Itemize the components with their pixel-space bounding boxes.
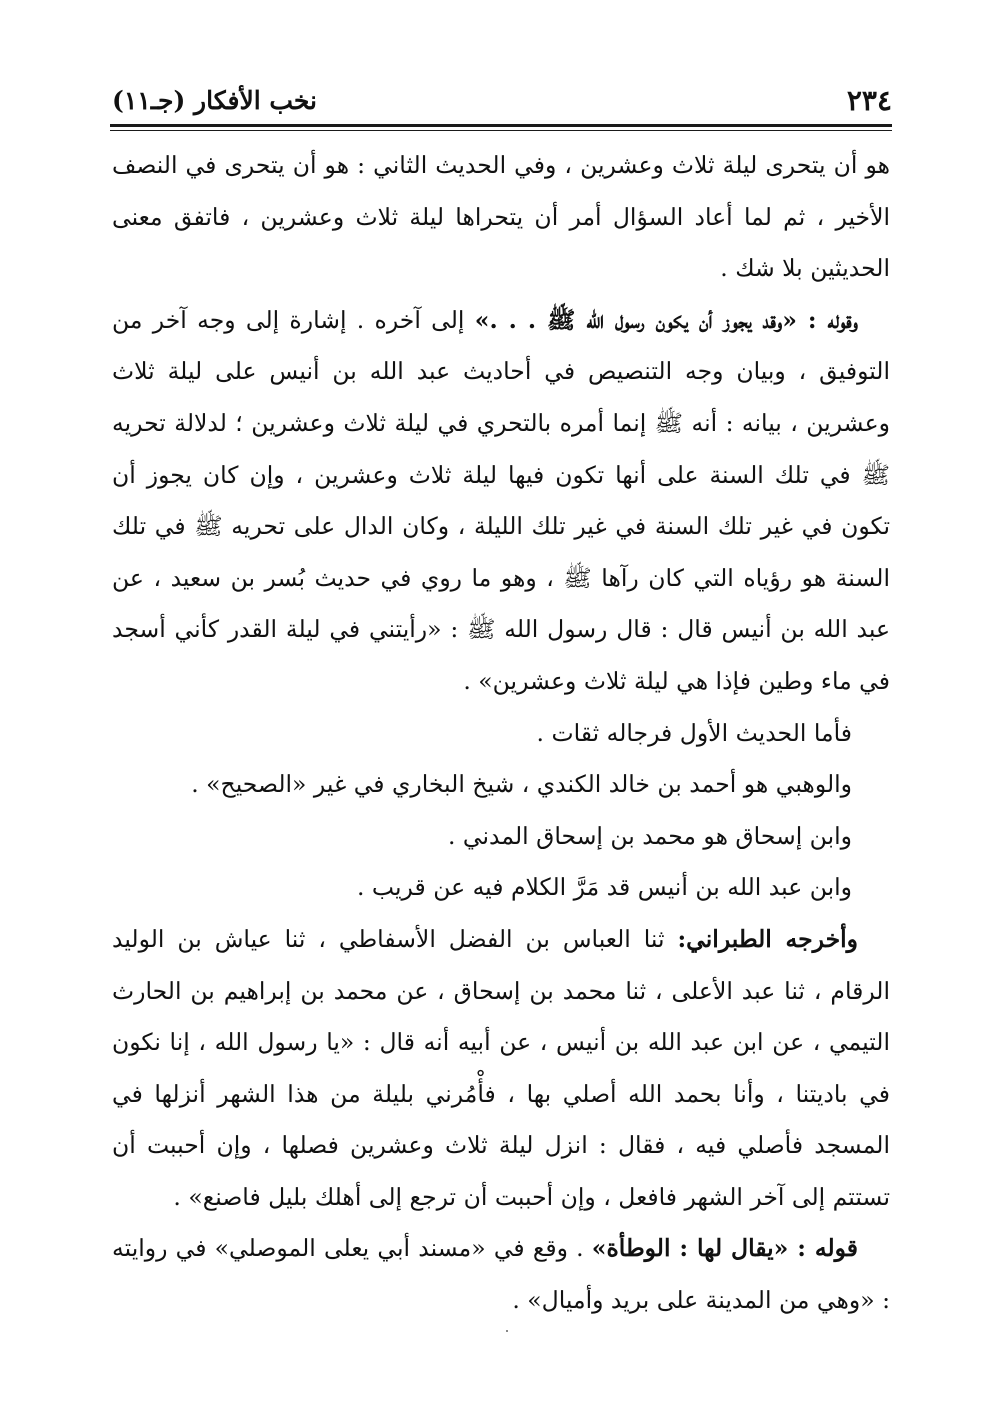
paragraph-lead: وقوله : «وقد يجوز أن يكون رسول الله ﷺ . . .» (474, 305, 858, 334)
paragraph (112, 759, 890, 811)
paragraph (112, 140, 890, 295)
main-text (112, 140, 890, 1327)
paragraph (112, 1223, 890, 1326)
header-rule-thin (110, 130, 892, 131)
paragraph-text: . وقع في «مسند أبي يعلى الموصلي» في روايته : «وهي من المدينة على بريد وأميال» . (112, 1234, 890, 1315)
running-title: نخب الأفكار (جـ١١) (112, 85, 318, 115)
paragraph (112, 295, 890, 708)
paragraph (112, 811, 890, 863)
page-number: ٢٣٤ (846, 83, 892, 117)
paragraph-text: هو أن يتحرى ليلة ثلاث وعشرين ، وفي الحديث الثاني : هو أن يتحرى في النصف الأخير ، ثم لما أعاد السؤال أمر أن يتحراها ليلة ثلاث وعشرين ، فاتفق معنى الحديثين بلا شك . (112, 151, 890, 283)
paragraph-text: إلى آخره . إشارة إلى وجه آخر من التوفيق ، وبيان وجه التنصيص في أحاديث عبد الله بن أنيس على ليلة ثلاث وعشرين ، بيانه : أنه ﷺ إنما أمره بالتحري في ليلة ثلاث وعشرين ؛ لدلالة تحريه ﷺ في تلك السنة على أنها تكون فيها ليلة ثلاث وعشرين ، وإن كان يجوز أن تكون في غير تلك السنة في غير تلك الليلة ، وكان الدال على تحريه ﷺ في تلك السنة هو رؤياه التي كان رآها ﷺ ، وهو ما روي في حديث بُسر بن سعيد ، عن عبد الله بن أنيس قال : قال رسول الله ﷺ : «رأيتني في ليلة القدر كأني أسجد في ماء وطين فإذا هي ليلة ثلاث وعشرين» . (112, 305, 890, 695)
footer-mark (506, 1330, 508, 1332)
paragraph-text: فأما الحديث الأول فرجاله ثقات . (536, 718, 852, 747)
paragraph-text: والوهبي هو أحمد بن خالد الكندي ، شيخ البخاري في غير «الصحيح» . (191, 770, 852, 799)
paragraph-text: وابن إسحاق هو محمد بن إسحاق المدني . (447, 821, 852, 850)
paragraph-text: ثنا العباس بن الفضل الأسفاطي ، ثنا عياش بن الوليد الرقام ، ثنا عبد الأعلى ، ثنا محمد بن إسحاق ، عن محمد بن إبراهيم بن الحارث التيمي ، عن ابن عبد الله بن أنيس ، عن أبيه أنه قال : «يا رسول الله ، إنا نكون في باديتنا ، وأنا بحمد الله أصلي بها ، فأْمُرني بليلة من هذا الشهر أنزلها في المسجد فأصلي فيه ، فقال : انزل ليلة ثلاث وعشرين فصلها ، وإن أحببت أن تستتم إلى آخر الشهر فافعل ، وإن أحببت أن ترجع إلى أهلك بليل فاصنع» . (112, 924, 890, 1211)
header-rule-thick (110, 124, 892, 127)
paragraph-lead: وأخرجه الطبراني: (677, 924, 858, 953)
paragraph (112, 914, 890, 1224)
paragraph-lead: قوله : «يقال لها : الوطأة» (591, 1234, 858, 1263)
paragraph (112, 708, 890, 760)
paragraph-text: وابن عبد الله بن أنيس قد مَرَّ الكلام فيه عن قريب . (356, 873, 852, 902)
page-header (112, 78, 892, 122)
paragraph (112, 862, 890, 914)
